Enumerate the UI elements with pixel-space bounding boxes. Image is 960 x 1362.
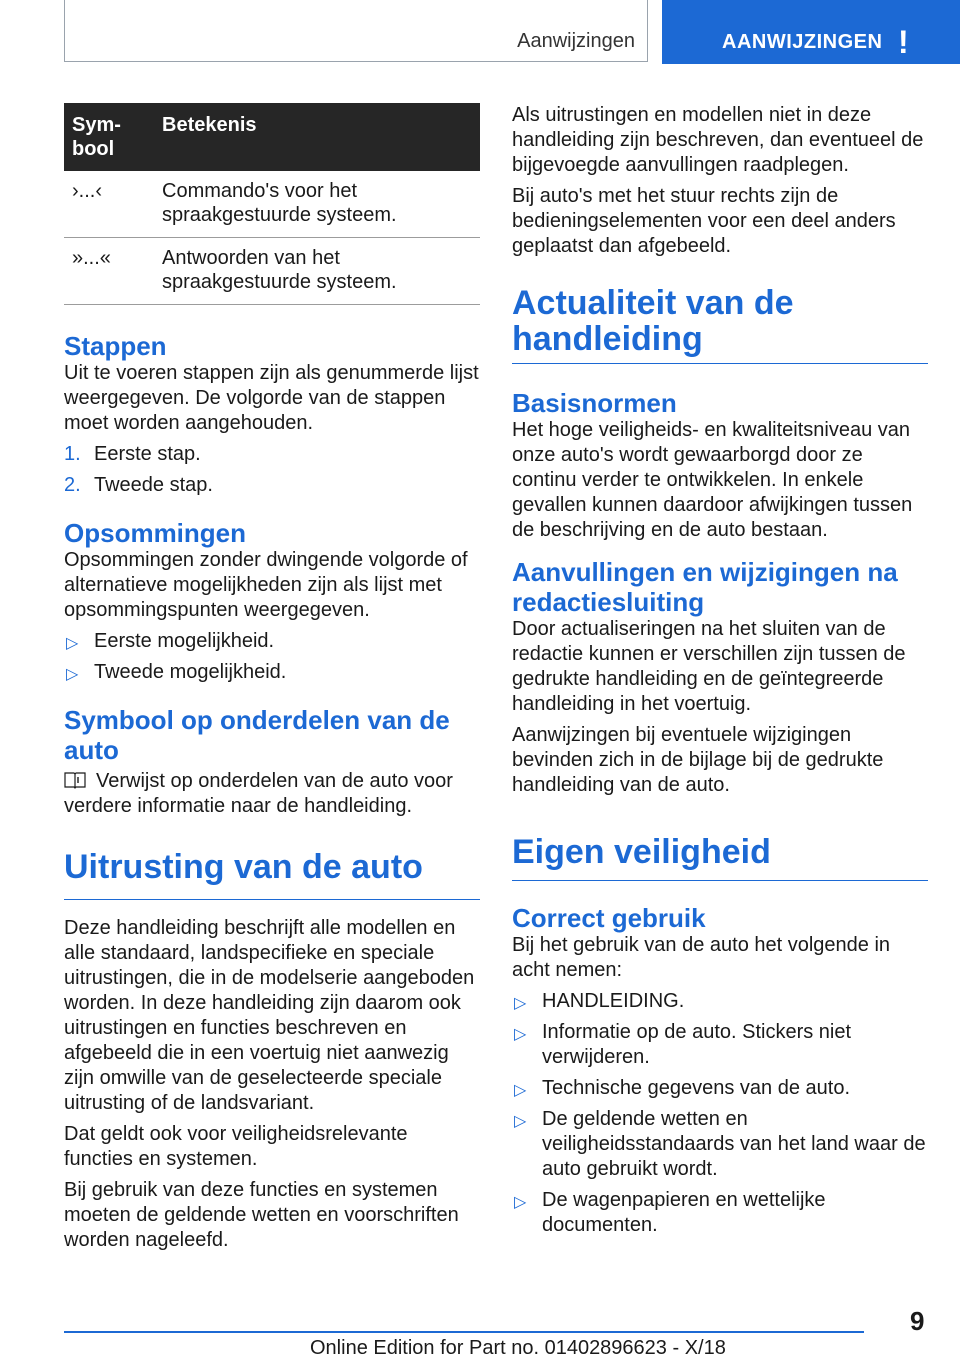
header-chapter-title: AANWIJZINGEN xyxy=(722,31,883,53)
table-cell-meaning: Commando's voor het spraakgestuurde systeem. xyxy=(154,171,480,238)
footer-edition: Online Edition for Part no. 01402896623 - X/18 xyxy=(310,1337,726,1359)
header-section-box xyxy=(64,0,648,62)
heading-veiligheid: Eigen veiligheid xyxy=(512,833,771,871)
table-header-meaning: Betekenis xyxy=(154,103,480,171)
list-item-text: Informatie op de auto. Stickers niet verwijderen. xyxy=(542,1021,852,1068)
heading-actualiteit-wrap xyxy=(512,285,928,364)
aanvullingen-p2: Aanwijzingen bij eventuele wijzigingen bevinden zich in de bijlage bij de gedrukte handleiding van de auto. xyxy=(512,724,884,796)
basisnormen-text: Het hoge veiligheids- en kwaliteitsniveau van onze auto's wordt gewaarborgd door ze continu verder te ontwikkelen. In enkele gevallen kunnen daardoor afwijkingen tussen de beschrijving en de auto bestaan. xyxy=(512,419,913,541)
list-item-text: Tweede stap. xyxy=(94,474,213,496)
correct-gebruik-list xyxy=(512,989,928,1238)
heading-veiligheid-wrap xyxy=(512,834,928,881)
list-item-text: Technische gegevens van de auto. xyxy=(542,1077,850,1099)
section-symbool xyxy=(64,705,480,819)
heading-uitrusting: Uitrusting van de auto xyxy=(64,848,423,886)
right-column xyxy=(512,103,928,1238)
list-item xyxy=(64,660,480,685)
symbool-text-wrap xyxy=(64,769,480,819)
symbol-table xyxy=(64,103,480,305)
heading-aanvullingen: Aanvullingen en wijzigingen na redactiesluiting xyxy=(512,557,898,617)
opsommingen-list xyxy=(64,629,480,685)
list-item xyxy=(64,629,480,654)
intro-p2: Bij auto's met het stuur rechts zijn de bedieningselementen voor een deel anders geplaatst dan afgebeeld. xyxy=(512,185,896,257)
heading-uitrusting-wrap xyxy=(64,849,480,900)
list-number: 1. xyxy=(64,443,81,465)
list-item-text: Tweede mogelijkheid. xyxy=(94,661,287,683)
section-uitrusting xyxy=(64,849,480,1253)
triangle-bullet-icon: ▷ xyxy=(514,1082,527,1099)
header-chapter-tab xyxy=(662,0,960,64)
list-item-text: HANDLEIDING. xyxy=(542,990,685,1012)
section-stappen xyxy=(64,331,480,498)
list-item xyxy=(512,1188,928,1238)
header-section-title: Aanwijzingen xyxy=(517,30,635,52)
list-item-text: De wagenpapieren en wettelijke documenten. xyxy=(542,1189,826,1236)
triangle-bullet-icon: ▷ xyxy=(514,1113,527,1130)
aanvullingen-p1: Door actualiseringen na het sluiten van de redactie kunnen er verschillen zijn tussen de gedrukte handleiding en de geïntegreerde handleiding in het voertuig. xyxy=(512,618,906,715)
triangle-bullet-icon: ▷ xyxy=(514,995,527,1012)
triangle-bullet-icon: ▷ xyxy=(66,666,79,683)
table-cell-symbol: »...« xyxy=(64,238,154,305)
uitrusting-p2: Dat geldt ook voor veiligheidsrelevante functies en systemen. xyxy=(64,1123,408,1170)
table-cell-symbol: ›...‹ xyxy=(64,171,154,238)
stappen-text: Uit te voeren stappen zijn als genummerde lijst weergegeven. De volgorde van de stappen moet worden aangehouden. xyxy=(64,362,479,434)
footer-divider xyxy=(64,1331,864,1333)
heading-stappen: Stappen xyxy=(64,331,167,361)
list-item-text: Eerste stap. xyxy=(94,443,201,465)
list-number: 2. xyxy=(64,474,81,496)
list-item-text: De geldende wetten en veiligheidsstandaards van het land waar de auto gebruikt wordt. xyxy=(542,1108,926,1180)
table-row xyxy=(64,171,480,238)
list-item xyxy=(512,1020,928,1070)
stappen-list xyxy=(64,442,480,498)
left-column xyxy=(64,103,480,1253)
heading-symbool: Symbool op onderdelen van de auto xyxy=(64,705,450,765)
list-item xyxy=(512,989,928,1014)
section-opsommingen xyxy=(64,518,480,685)
correct-gebruik-text: Bij het gebruik van de auto het volgende in acht nemen: xyxy=(512,934,891,981)
symbool-text: Verwijst op onderdelen van de auto voor verdere informatie naar de handleiding. xyxy=(64,770,453,817)
uitrusting-p1: Deze handleiding beschrijft alle modellen en alle standaard, landspecifieke en speciale uitrustingen, die in de modelserie aangeboden worden. In deze handleiding zijn daarom ook uitrustingen en functies beschreven en afgebeeld die in een voertuig niet aanwezig zijn omwille van de geselecteerde speciale uitrusting of de landsvariant. xyxy=(64,917,475,1114)
triangle-bullet-icon: ▷ xyxy=(66,635,79,652)
uitrusting-p3: Bij gebruik van deze functies en systemen moeten de geldende wetten en voorschriften worden nageleefd. xyxy=(64,1179,459,1251)
list-item-text: Eerste mogelijkheid. xyxy=(94,630,275,652)
list-item xyxy=(512,1076,928,1101)
heading-actualiteit: Actualiteit van de handleiding xyxy=(512,284,794,358)
list-item xyxy=(64,442,480,467)
heading-basisnormen: Basisnormen xyxy=(512,388,677,418)
table-row xyxy=(64,238,480,305)
heading-correct-gebruik: Correct gebruik xyxy=(512,903,706,933)
table-header-row xyxy=(64,103,480,171)
table-header-symbol: Sym- bool xyxy=(64,103,154,171)
opsommingen-text: Opsommingen zonder dwingende volgorde of alternatieve mogelijkheden zijn als lijst met opsommingspunten weergegeven. xyxy=(64,549,468,621)
intro-p1: Als uitrustingen en modellen niet in deze handleiding zijn beschreven, dan eventueel de bijgevoegde aanvullingen raadplegen. xyxy=(512,104,924,176)
list-item xyxy=(64,473,480,498)
heading-opsommingen: Opsommingen xyxy=(64,518,247,548)
triangle-bullet-icon: ▷ xyxy=(514,1194,527,1211)
table-cell-meaning: Antwoorden van het spraakgestuurde systeem. xyxy=(154,238,480,305)
triangle-bullet-icon: ▷ xyxy=(514,1026,527,1043)
page-number: 9 xyxy=(910,1306,925,1336)
list-item xyxy=(512,1107,928,1182)
book-icon xyxy=(64,771,86,789)
exclamation-icon: ! xyxy=(898,24,909,60)
